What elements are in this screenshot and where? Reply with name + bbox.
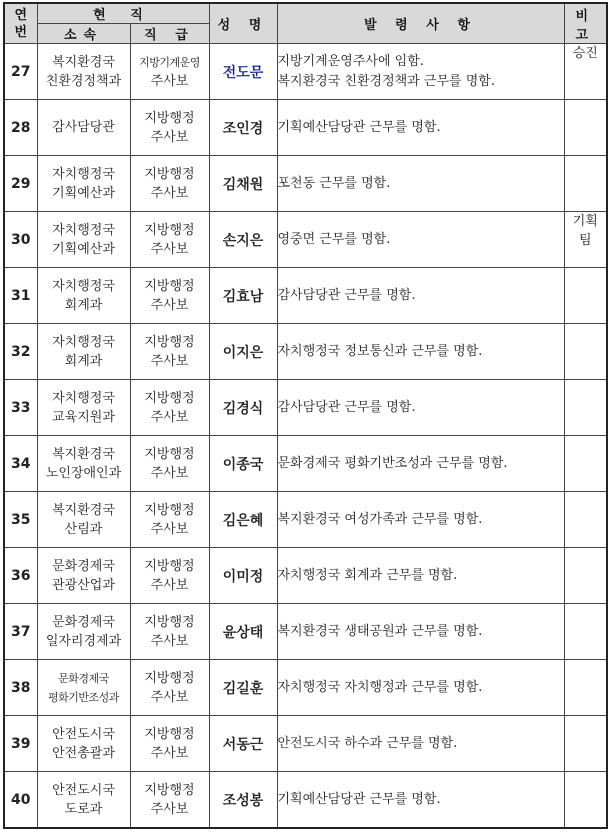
grade-cell (130, 380, 209, 436)
department-line: 산림과 (64, 521, 103, 537)
department-line: 회계과 (64, 297, 103, 313)
order-cell (277, 492, 564, 548)
department-line: 복지환경국 (52, 446, 115, 462)
department-line: 안전도시국 (52, 726, 115, 742)
department-cell (37, 604, 130, 660)
grade-cell (130, 716, 209, 772)
department-cell (37, 268, 130, 324)
row-number: 32 (4, 324, 37, 380)
grade-line: 지방행정 (144, 614, 195, 630)
header-no (4, 3, 37, 44)
note-cell (564, 660, 607, 716)
order-cell (277, 772, 564, 829)
note-cell (564, 380, 607, 436)
person-name: 전도문 (209, 44, 277, 100)
table-body (4, 44, 607, 829)
person-name: 윤상태 (209, 604, 277, 660)
department-line: 기획예산과 (52, 241, 115, 257)
order-line: 복지환경국 여성가족과 근무를 명함. (277, 511, 483, 527)
order-line: 감사담당관 근무를 명함. (277, 399, 416, 415)
grade-cell (130, 212, 209, 268)
row-number: 34 (4, 436, 37, 492)
note-cell (564, 44, 607, 100)
department-line: 평화기반조성과 (48, 690, 119, 704)
order-line: 복지환경국 친환경정책과 근무를 명함. (277, 73, 495, 89)
header-name: 성 명 (209, 3, 277, 44)
order-cell (277, 100, 564, 156)
note-cell (564, 436, 607, 492)
person-name: 이지은 (209, 324, 277, 380)
department-line: 도로과 (64, 801, 103, 817)
note-cell (564, 604, 607, 660)
person-name: 김은혜 (209, 492, 277, 548)
row-number: 38 (4, 660, 37, 716)
order-cell (277, 212, 564, 268)
order-cell (277, 380, 564, 436)
order-line: 감사담당관 근무를 명함. (277, 287, 416, 303)
order-cell (277, 716, 564, 772)
grade-cell (130, 548, 209, 604)
note-cell (564, 324, 607, 380)
order-line: 포천동 근무를 명함. (277, 175, 391, 191)
row-number: 35 (4, 492, 37, 548)
table-row (4, 772, 607, 829)
department-line: 감사담당관 (52, 120, 115, 135)
department-line: 관광산업과 (52, 577, 115, 593)
row-number: 28 (4, 100, 37, 156)
grade-cell (130, 492, 209, 548)
table-row (4, 380, 607, 436)
department-cell (37, 100, 130, 156)
row-number: 36 (4, 548, 37, 604)
department-cell (37, 660, 130, 716)
grade-cell (130, 100, 209, 156)
order-cell (277, 436, 564, 492)
table-row (4, 660, 607, 716)
order-cell (277, 44, 564, 100)
grade-line: 주사보 (150, 801, 189, 817)
header-row-top (4, 3, 607, 24)
department-line: 안전총괄과 (52, 745, 115, 761)
grade-cell (130, 44, 209, 100)
grade-line: 주사보 (150, 185, 189, 201)
grade-cell (130, 324, 209, 380)
grade-line: 지방행정 (144, 334, 195, 350)
order-cell (277, 268, 564, 324)
department-line: 자치행정국 (52, 334, 115, 350)
note-line: 승진 (572, 46, 598, 61)
grade-line: 지방행정 (144, 110, 195, 126)
department-line: 자치행정국 (52, 390, 115, 406)
person-name: 김채원 (209, 156, 277, 212)
table-row (4, 156, 607, 212)
grade-line: 주사보 (150, 297, 189, 313)
table-row (4, 324, 607, 380)
department-line: 회계과 (64, 353, 103, 369)
order-cell (277, 324, 564, 380)
table-row (4, 492, 607, 548)
row-number: 30 (4, 212, 37, 268)
department-line: 자치행정국 (52, 166, 115, 182)
note-cell (564, 156, 607, 212)
grade-line: 주사보 (150, 73, 189, 89)
order-cell (277, 156, 564, 212)
department-line: 문화경제국 (52, 614, 115, 630)
table-row (4, 716, 607, 772)
order-line: 문화경제국 평화기반조성과 근무를 명함. (277, 455, 508, 471)
department-cell (37, 44, 130, 100)
grade-line: 주사보 (150, 241, 189, 257)
note-line: 팀 (578, 233, 592, 248)
grade-line: 주사보 (150, 633, 189, 649)
note-cell (564, 548, 607, 604)
department-line: 교육지원과 (52, 409, 115, 425)
header-order: 발 령 사 항 (277, 3, 564, 44)
table-row (4, 212, 607, 268)
grade-cell (130, 436, 209, 492)
person-name: 조인경 (209, 100, 277, 156)
order-line: 자치행정국 자치행정과 근무를 명함. (277, 679, 483, 695)
grade-line: 주사보 (150, 577, 189, 593)
grade-cell (130, 772, 209, 829)
header-note: 비 고 (564, 3, 607, 44)
department-cell (37, 716, 130, 772)
grade-line: 주사보 (150, 129, 189, 145)
grade-line: 지방기계운영 (139, 55, 200, 69)
document-page (3, 2, 608, 829)
row-number: 27 (4, 44, 37, 100)
table-row (4, 604, 607, 660)
department-cell (37, 156, 130, 212)
order-line: 지방기계운영주사에 임함. (277, 53, 424, 69)
order-line: 자치행정국 회계과 근무를 명함. (277, 567, 458, 583)
department-line: 일자리경제과 (45, 633, 122, 649)
note-cell (564, 100, 607, 156)
person-name: 김경식 (209, 380, 277, 436)
department-line: 복지환경국 (52, 502, 115, 518)
grade-line: 주사보 (150, 689, 189, 705)
grade-line: 지방행정 (144, 502, 195, 518)
header-no-bottom: 번 (14, 24, 28, 40)
note-cell (564, 716, 607, 772)
department-cell (37, 548, 130, 604)
grade-line: 지방행정 (144, 446, 195, 462)
header-no-top: 연 (14, 7, 28, 23)
grade-line: 지방행정 (144, 558, 195, 574)
grade-line: 지방행정 (144, 390, 195, 406)
grade-line: 지방행정 (144, 278, 195, 294)
department-line: 노인장애인과 (45, 465, 122, 481)
grade-cell (130, 660, 209, 716)
department-cell (37, 492, 130, 548)
order-line: 기획예산담당관 근무를 명함. (277, 119, 441, 135)
table-row (4, 548, 607, 604)
person-name: 조성봉 (209, 772, 277, 829)
order-line: 영중면 근무를 명함. (277, 231, 391, 247)
order-cell (277, 548, 564, 604)
grade-line: 지방행정 (144, 222, 195, 238)
department-line: 문화경제국 (52, 558, 115, 574)
grade-line: 주사보 (150, 465, 189, 481)
personnel-order-table (3, 2, 608, 829)
row-number: 29 (4, 156, 37, 212)
row-number: 31 (4, 268, 37, 324)
department-cell (37, 212, 130, 268)
note-cell (564, 268, 607, 324)
header-department: 소속 (37, 24, 130, 44)
note-line: 기획 (572, 214, 598, 229)
row-number: 33 (4, 380, 37, 436)
row-number: 39 (4, 716, 37, 772)
order-line: 복지환경국 생태공원과 근무를 명함. (277, 623, 483, 639)
row-number: 40 (4, 772, 37, 829)
order-line: 자치행정국 정보통신과 근무를 명함. (277, 343, 483, 359)
note-cell (564, 212, 607, 268)
grade-line: 지방행정 (144, 782, 195, 798)
grade-line: 주사보 (150, 521, 189, 537)
department-line: 자치행정국 (52, 278, 115, 294)
table-row (4, 100, 607, 156)
grade-cell (130, 268, 209, 324)
department-cell (37, 324, 130, 380)
department-cell (37, 772, 130, 829)
header-grade: 직 급 (130, 24, 209, 44)
grade-cell (130, 604, 209, 660)
row-number: 37 (4, 604, 37, 660)
order-line: 안전도시국 하수과 근무를 명함. (277, 735, 458, 751)
department-line: 복지환경국 (52, 54, 115, 70)
header-current-position: 현 직 (37, 3, 209, 24)
table-row (4, 436, 607, 492)
person-name: 이미정 (209, 548, 277, 604)
department-cell (37, 380, 130, 436)
person-name: 서동근 (209, 716, 277, 772)
table-row (4, 44, 607, 100)
department-cell (37, 436, 130, 492)
order-line: 기획예산담당관 근무를 명함. (277, 791, 441, 807)
note-cell (564, 492, 607, 548)
grade-line: 지방행정 (144, 166, 195, 182)
grade-line: 주사보 (150, 745, 189, 761)
order-cell (277, 604, 564, 660)
person-name: 김효남 (209, 268, 277, 324)
department-line: 자치행정국 (52, 222, 115, 238)
table-row (4, 268, 607, 324)
grade-line: 지방행정 (144, 726, 195, 742)
person-name: 이종국 (209, 436, 277, 492)
person-name: 손지은 (209, 212, 277, 268)
grade-line: 주사보 (150, 353, 189, 369)
department-line: 문화경제국 (58, 671, 109, 685)
order-cell (277, 660, 564, 716)
department-line: 안전도시국 (52, 782, 115, 798)
department-line: 기획예산과 (52, 185, 115, 201)
grade-line: 지방행정 (144, 670, 195, 686)
department-line: 친환경정책과 (45, 73, 122, 89)
grade-cell (130, 156, 209, 212)
person-name: 김길훈 (209, 660, 277, 716)
note-cell (564, 772, 607, 829)
grade-line: 주사보 (150, 409, 189, 425)
